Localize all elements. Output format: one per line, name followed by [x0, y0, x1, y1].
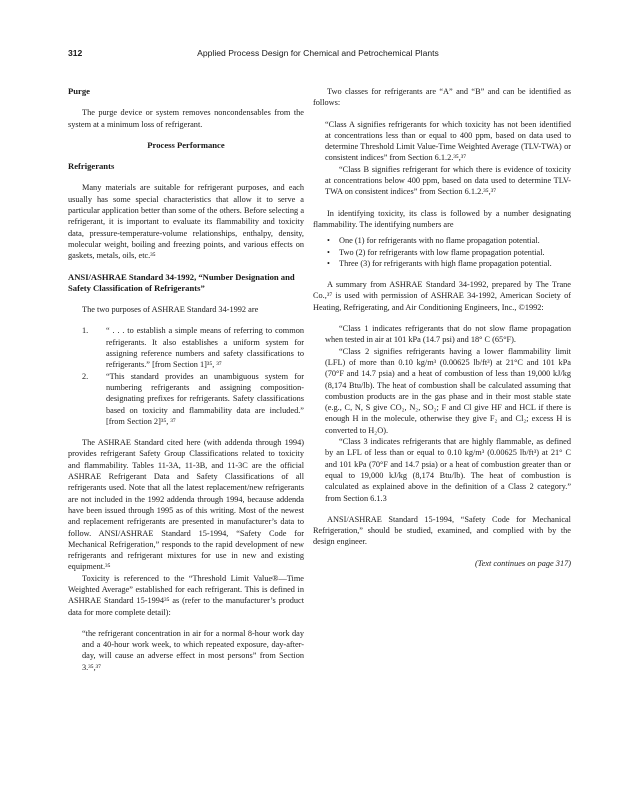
- flammability-bullet: [327, 247, 571, 258]
- ansi-heading: ANSI/ASHRAE Standard 34-1992, “Number Designation and Safety Classification of Refrigerants”: [68, 271, 295, 293]
- bullet-icon: •: [327, 247, 330, 257]
- tlv-quote: “the refrigerant concentration in air for a normal 8-hour work day and a 40-hour work week, to which repeated exposure, day-after-day, will cause an adverse effect in most persons” from Section 3.³⁵,³⁷: [82, 628, 304, 672]
- toxicity-paragraph: Toxicity is referenced to the “Threshold Limit Value®—Time Weighted Average” established for each refrigerant. This is defined in ASHRAE Standard 15-1994³⁵ as (refer to the manufacturer’s product data for more complete detail):: [68, 573, 304, 617]
- process-performance-heading: Process Performance: [147, 139, 225, 150]
- right-column: [313, 86, 571, 569]
- flammability-bullet: [327, 258, 571, 269]
- left-column: [68, 86, 304, 673]
- bullet-icon: •: [327, 236, 330, 246]
- refrigerants-heading: Refrigerants: [68, 161, 115, 172]
- refrigerants-paragraph: Many materials are suitable for refrigerant purposes, and each usually has some special characteristics that allow it to serve a particular application better than some of the others. Before selecting a refrigerant, it is important to evaluate its flammability and toxicity data, pressure-temperature-volume relationships, enthalpy, density, molecular weight, boiling and freezing points, and various effects on gaskets, metals, oils, etc.³⁵: [68, 183, 304, 261]
- standard-15-paragraph: ANSI/ASHRAE Standard 15-1994, “Safety Code for Mechanical Refrigeration,” should be studied, examined, and complied with by the design engineer.: [313, 514, 571, 547]
- bullet-icon: •: [327, 258, 330, 268]
- bullet-text: Three (3) for refrigerants with high flame propagation potential.: [339, 258, 552, 268]
- purge-paragraph: The purge device or system removes noncondensables from the system at a minimum loss of refrigerant.: [68, 108, 304, 129]
- summary-paragraph: A summary from ASHRAE Standard 34-1992, prepared by The Trane Co.,³⁷ is used with permission of ASHRAE 34-1992, American Society of Heating, Refrigerating, and Air Conditioning Engineers, Inc., ©1992:: [313, 280, 571, 312]
- bullet-text: One (1) for refrigerants with no flame propagation potential.: [339, 236, 540, 246]
- book-title: Applied Process Design for Chemical and Petrochemical Plants: [197, 48, 439, 58]
- list-number: 2.: [82, 371, 89, 381]
- ashrae-paragraph: The ASHRAE Standard cited here (with addenda through 1994) provides refrigerant Safety Group Classifications related to toxicity and flammability. Tables 11-3A, 11-3B, and 11-3C are the official ASHRAE Refrigerant Data and Safety Classifications of all refrigerants used. Note that all the latest replacement/new refrigerants are not included in the 1992 addenda through 1994, because addenda have been issued through 1995 as of this writing. Most of the newest and replacement refrigerants are presented in manufacturer’s data to follow. ANSI/ASHRAE Standard 15-1994, “Safety Code for Mechanical Refrigeration,” responds to the rapid development of new refrigerants and refrigerant mixtures for use in new and existing equipment.³⁵: [68, 438, 304, 572]
- class-2-quote: “Class 2 signifies refrigerants having a lower flammability limit (LFL) of more than 0.10 kg/m³ (0.00625 lb/ft³) at 21°C and 101 kPa (70°F and 14.7 psia) and a heat of combustion of less than 19,000 kJ/kg (8,174 Btu/lb). The heat of combustion shall be calculated assuming that combustion products are in the gas phase and in their most stable state (e.g., C, N, S give CO₂, N₂, SO₂; F and Cl give HF and HCL if there is enough H in the molecule, otherwise they give F₂ and Cl₂; excess H is converted to H₂O).: [325, 346, 571, 435]
- continued-note: (Text continues on page 317): [474, 558, 571, 568]
- bullet-text: Two (2) for refrigerants with low flame propagation potential.: [339, 247, 545, 257]
- list-number: 1.: [82, 326, 89, 336]
- running-header: [68, 48, 568, 62]
- class-1-quote: “Class 1 indicates refrigerants that do not slow flame propagation when tested in air at 101 kPa (14.7 psi) and 18° C (65°F).: [325, 324, 571, 345]
- class-3-quote: “Class 3 indicates refrigerants that are highly flammable, as defined by an LFL of less than or equal to 0.10 kg/m³ (0.00625 lb/ft³) at 21° C and 101 kPa (70°F and 14.7 psia) or a heat of combustion greater than or equal to 19,000 kJ/kg (8,174 Btu/lb). The heat of combustion is calculated as explained above in the definition of a Class 2 category.” from Section 6.1.3: [325, 437, 571, 503]
- class-a-quote: “Class A signifies refrigerants for which toxicity has not been identified at concentrations less than or equal to 400 ppm, based on data used to determine Threshold Limit Value-Time Weighted Average (TLV-TWA) or consistent indices” from Section 6.1.2.³⁵,³⁷: [325, 119, 571, 163]
- purposes-intro: The two purposes of ASHRAE Standard 34-1992 are: [82, 305, 259, 315]
- page-number: 312: [68, 48, 83, 58]
- classes-intro: Two classes for refrigerants are “A” and “B” and can be identified as follows:: [313, 87, 571, 108]
- class-b-quote: “Class B signifies refrigerant for which there is evidence of toxicity at concentrations below 400 ppm, based on data used to determine TLV-TWA on consistent indices” from Section 6.1.2.³⁵,³⁷: [325, 164, 571, 197]
- purpose-list-item: [82, 325, 304, 370]
- list-item-text: “ . . . to establish a simple means of referring to common refrigerants. It also establishes a uniform system for assigning reference numbers and safety classifications to refrigerants.” [from Section 1]³⁵, ³⁷: [106, 326, 304, 370]
- purpose-list-item: [82, 371, 304, 427]
- identify-paragraph: In identifying toxicity, its class is followed by a number designating flammability. The identifying numbers are: [313, 208, 571, 229]
- flammability-bullet: [327, 235, 571, 246]
- list-item-text: “This standard provides an unambiguous system for numbering refrigerants and assigning composition-designating prefixes for refrigerants. Safety classifications based on toxicity and flammability data are included.” [from Section 2]³⁵, ³⁷: [106, 371, 304, 426]
- purge-heading: Purge: [68, 86, 90, 96]
